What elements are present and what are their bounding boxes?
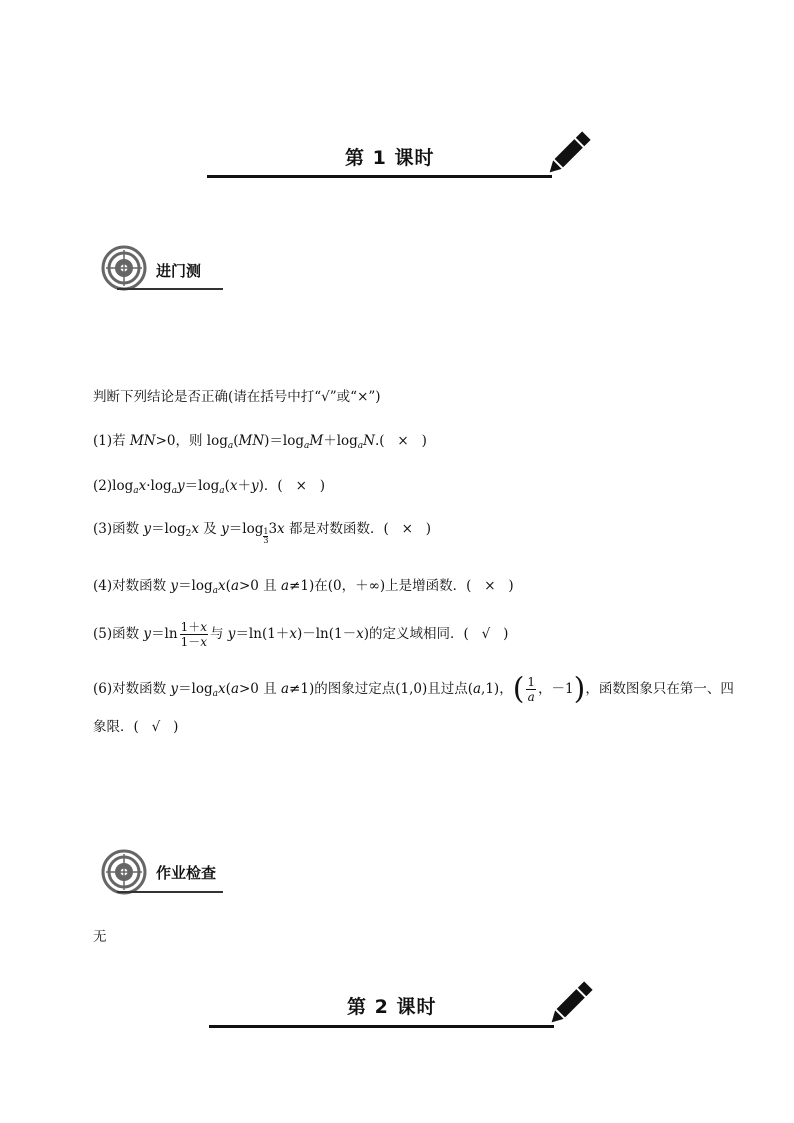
question-2-prefix: (2) (93, 478, 113, 494)
question-5-prefix: (5)函数 (93, 626, 144, 642)
answer-3: × (401, 521, 413, 537)
section-underline (117, 891, 223, 893)
question-5: (5)函数 y＝ln $\frac{1+x}{1-x}$ 与 y＝ln(1＋x)－ln(1－x)的定义域相同．( √ ) (93, 620, 509, 649)
question-6-line2-text: 象限．( (93, 719, 139, 735)
question-6-prefix: (6)对数函数 (93, 681, 171, 697)
lesson-title: 第 2 课时 (347, 996, 437, 1018)
answer-2: × (295, 478, 307, 494)
target-icon (101, 849, 147, 895)
lesson-divider (209, 1025, 554, 1028)
question-3-prefix: (3)函数 (93, 521, 144, 537)
intro-text: 判断下列结论是否正确(请在括号中打“√”或“×”) (93, 389, 381, 405)
answer-4: × (484, 578, 496, 594)
question-1: (1)若 MN>0，则 $\log_a(MN)=\log_aM+\log_aN$.( × ) (93, 433, 427, 451)
question-4-prefix: (4)对数函数 (93, 578, 171, 594)
pencil-icon (543, 126, 593, 182)
section-title: 进门测 (156, 262, 202, 280)
question-1-prefix: (1)若 (93, 433, 130, 449)
lesson-title: 第 1 课时 (345, 147, 435, 169)
answer-6: √ (151, 719, 161, 735)
section-title: 作业检查 (156, 864, 217, 882)
section-underline (117, 288, 223, 290)
question-3: (3)函数 $y=\log_2x$ 及 y＝log $\frac{1}{3}3x$ 都是对数函数．( × ) (93, 521, 432, 545)
homework-text: 无 (93, 929, 107, 945)
pencil-icon (545, 976, 595, 1032)
question-6: (6)对数函数 $y=\log_ax(a>0$ 且 a≠1)的图象过定点(1,0)且过点(a,1)，( $\frac{1}{a}$ ，－1)，函数图象只在第一、四 (93, 671, 734, 707)
question-6-line2: 象限．( √ ) (93, 719, 179, 735)
question-4: (4)对数函数 $y=\log_ax(a>0$ 且 a≠1)在(0，＋∞)上是增函数．( × ) (93, 578, 514, 596)
answer-5: √ (481, 626, 491, 642)
question-2: $(2)\log_ax\cdot\log_ay=\log_a(x+y)$．( × ) (93, 478, 326, 496)
lesson-divider (207, 175, 552, 178)
target-icon (101, 245, 147, 291)
answer-1: × (397, 433, 409, 449)
